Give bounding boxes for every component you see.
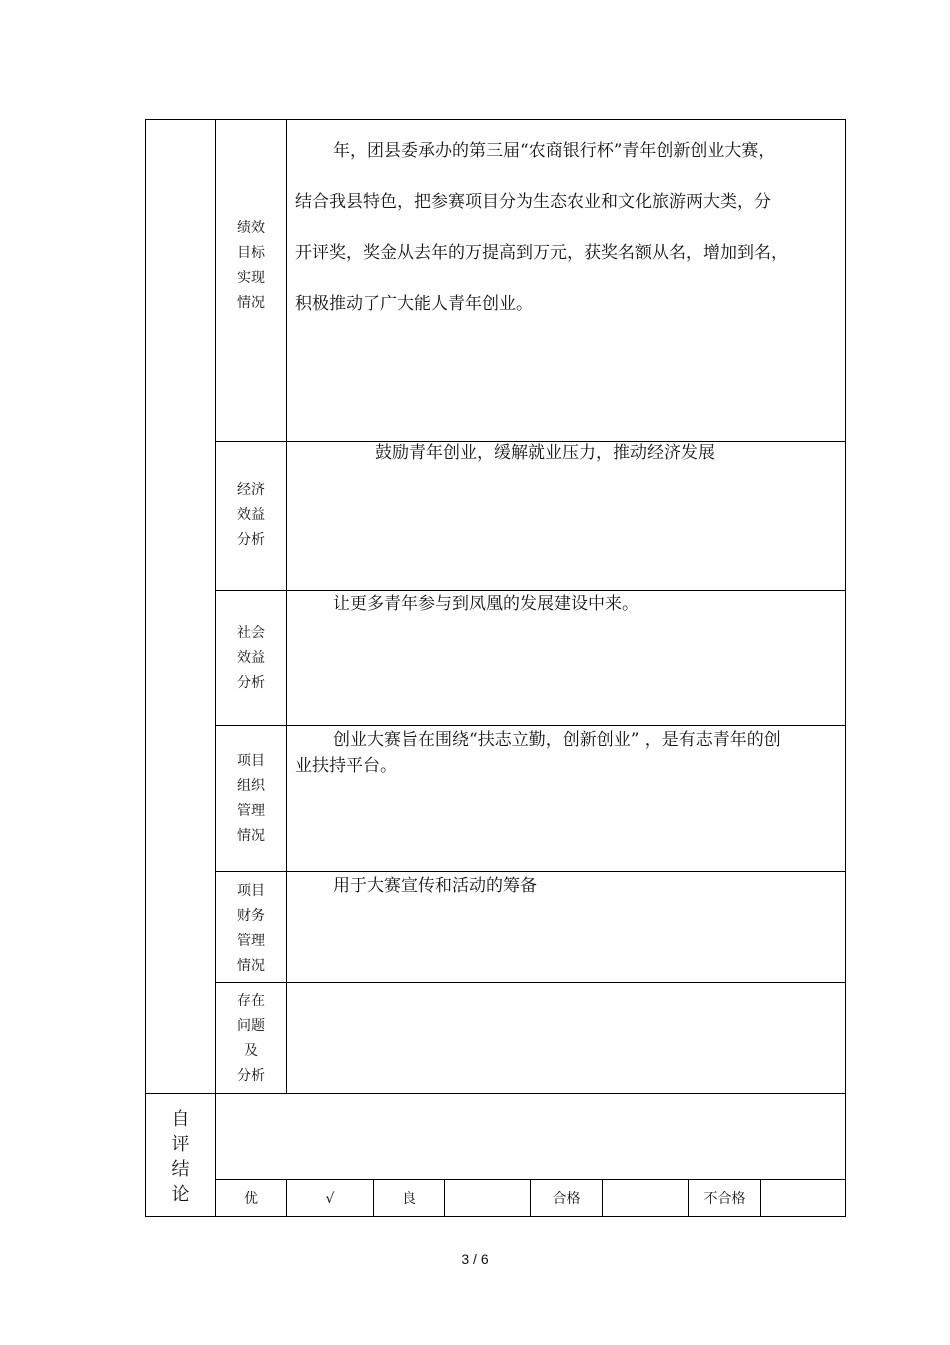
row-label-organization: 项目 组织 管理 情况: [237, 753, 265, 844]
column-divider: [286, 119, 287, 1094]
table-bottom-border: [145, 1216, 846, 1217]
row-divider: [215, 982, 846, 983]
row-label-finance: 项目 财务 管理 情况: [237, 883, 265, 974]
row-label-social: 社会 效益 分析: [237, 625, 265, 691]
self-evaluation-label: 自 评 结 论: [171, 1109, 190, 1205]
performance-text: 年，团县委承办的第三届“农商银行杯”青年创新创业大赛， 结合我县特色，把参赛项目分为生态农业和文化旅游两大类，分 开评奖，奖金从去年的万提高到万元，获奖名额从名，增加到名， 积极推动了广大能人青年创业。: [295, 141, 788, 314]
row-divider: [215, 871, 846, 872]
row-label-performance: 绩效 目标 实现 情况: [237, 220, 265, 311]
organization-text-line-2: 业扶持平台。: [295, 756, 397, 776]
row-divider: [215, 725, 846, 726]
grade-label-excellent: 优: [244, 1191, 258, 1207]
row-divider: [145, 1093, 846, 1094]
grade-label-pass: 合格: [552, 1191, 581, 1207]
row-label-problems: 存在 问题 及 分析: [237, 993, 265, 1084]
grade-label-good: 良: [402, 1191, 416, 1207]
grade-divider: [760, 1179, 761, 1217]
table-top-border: [145, 119, 846, 120]
social-text: 让更多青年参与到凤凰的发展建设中来。: [333, 594, 639, 614]
grade-label-fail: 不合格: [703, 1191, 746, 1207]
grade-divider: [444, 1179, 445, 1217]
organization-text-line-1: 创业大赛旨在围绕“扶志立勤，创新创业” ，是有志青年的创: [333, 730, 781, 750]
row-label-economic: 经济 效益 分析: [237, 482, 265, 548]
grade-divider: [602, 1179, 603, 1217]
economic-text: 鼓励青年创业，缓解就业压力，推动经济发展: [375, 443, 715, 463]
table-left-border: [145, 119, 146, 1217]
grade-mark-excellent: √: [325, 1191, 335, 1207]
table-right-border: [845, 119, 846, 1217]
finance-text: 用于大赛宣传和活动的筹备: [333, 876, 537, 896]
page-number: 3 / 6: [461, 1251, 489, 1267]
row-divider: [215, 590, 846, 591]
